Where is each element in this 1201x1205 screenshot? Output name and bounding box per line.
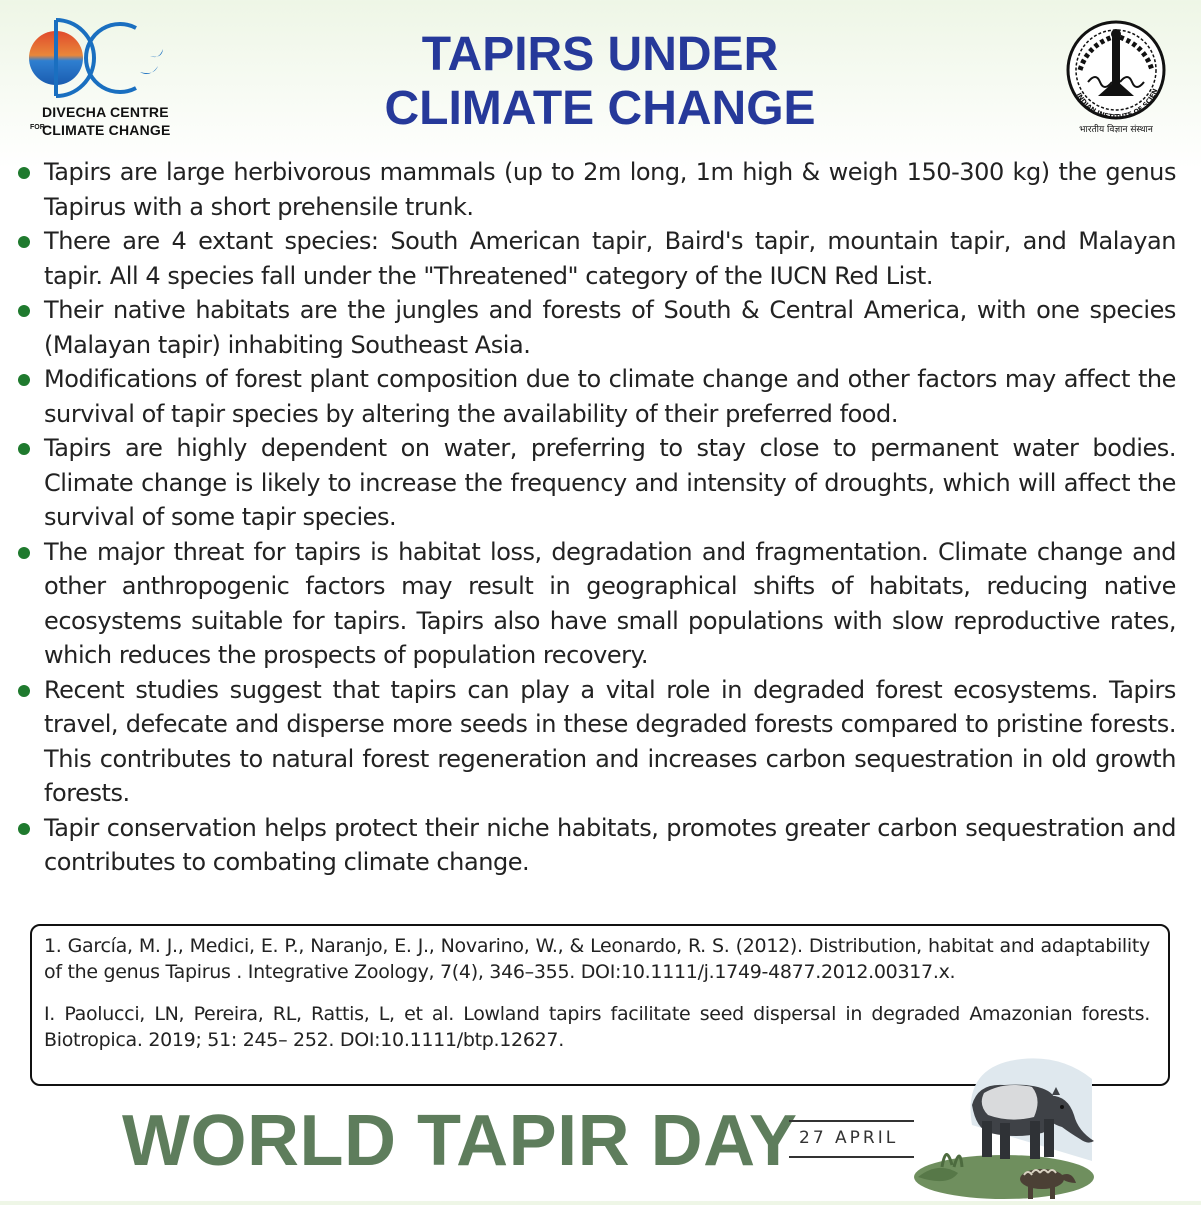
divecha-centre-logo [26,14,176,142]
bullet-dot-icon [18,823,30,835]
fact-item [16,224,1176,293]
date-divider-top [789,1120,914,1122]
fact-text: Modifications of forest plant composition due to climate change and other factors may affect the survival of tapir species by altering the availability of their preferred food. [44,365,1176,428]
org-name-line2: CLIMATE CHANGE [42,122,171,138]
fact-text: There are 4 extant species: South American tapir, Baird's tapir, mountain tapir, and Malayan tapir. All 4 species fall under the "Threatened" category of the IUCN Red List. [44,227,1176,290]
event-title: WORLD TAPIR DAY [122,1101,798,1181]
fact-text: Tapirs are highly dependent on water, preferring to stay close to permanent water bodies. Climate change is likely to increase the frequency and intensity of droughts, which will affect the survival of some tapir species. [44,434,1176,531]
fact-text: Tapirs are large herbivorous mammals (up to 2m long, 1m high & weigh 150-300 kg) the genus Tapirus with a short prehensile trunk. [44,158,1176,221]
bullet-dot-icon [18,167,30,179]
tapir-illustration-icon [912,1055,1102,1201]
date-divider-bottom [789,1156,914,1158]
fact-item [16,155,1176,224]
bullet-dot-icon [18,547,30,559]
event-date-text: 27 APRIL [799,1128,899,1148]
fact-list [16,155,1176,880]
fact-item [16,811,1176,880]
fact-text: Recent studies suggest that tapirs can play a vital role in degraded forest ecosystems. Tapirs travel, defecate and disperse more seeds in these degraded forests compared to pristine forests. This contributes to natural forest regeneration and increases carbon sequestration in old growth forests. [44,675,1176,807]
fact-item [16,362,1176,431]
seal-text: INDIAN INSTITUTE OF SCIEN [1074,87,1160,121]
fact-item [16,293,1176,362]
iisc-logo [1054,18,1178,138]
bullet-dot-icon [18,305,30,317]
iisc-seal-icon [1054,18,1178,122]
fact-text: The major threat for tapirs is habitat loss, degradation and fragmentation. Climate change and other anthropogenic factors may result in geographical shifts of habitats, reducing native ecosystems suitable for tapirs. Tapirs also have small populations with slow reproductive rates, which reduces the prospects of population recovery. [44,537,1176,669]
bullet-dot-icon [18,236,30,248]
bullet-dot-icon [18,374,30,386]
seal-hindi-text: भारतीय विज्ञान संस्थान [1079,125,1153,135]
fact-text: Their native habitats are the jungles and forests of South & Central America, with one species (Malayan tapir) inhabiting Southeast Asia. [44,296,1176,359]
page-title [300,28,900,136]
event-date [789,1120,929,1160]
bullet-dot-icon [18,443,30,455]
fact-item [16,431,1176,535]
org-name-line1: DIVECHA CENTRE [42,104,169,120]
tapir-illustration [912,1055,1102,1201]
org-name-for: FOR [30,124,45,131]
bullet-dot-icon [18,685,30,697]
reference-item: I. Paolucci, LN, Pereira, RL, Rattis, L, et al. Lowland tapirs facilitate seed dispersal in degraded Amazonian forests. Biotropica. 2019; 51: 245– 252. DOI:10.1111/btp.12627. [44,1003,1150,1051]
reference-item: 1. García, M. J., Medici, E. P., Naranjo, E. J., Novarino, W., & Leonardo, R. S. (2012). Distribution, habitat and adaptability of the genus Tapirus . Integrative Zoology, 7(4), 346–355. DOI:10.1111/j.1749-4877.2012.00317.x. [44,935,1150,983]
title-line1: TAPIRS UNDER [421,28,779,81]
title-line2: CLIMATE CHANGE [384,82,816,135]
fact-text: Tapir conservation helps protect their niche habitats, promotes greater carbon sequestration and contributes to combating climate change. [44,813,1176,876]
fact-item [16,535,1176,673]
fact-item [16,673,1176,811]
divecha-dc-logo-icon [26,14,176,104]
